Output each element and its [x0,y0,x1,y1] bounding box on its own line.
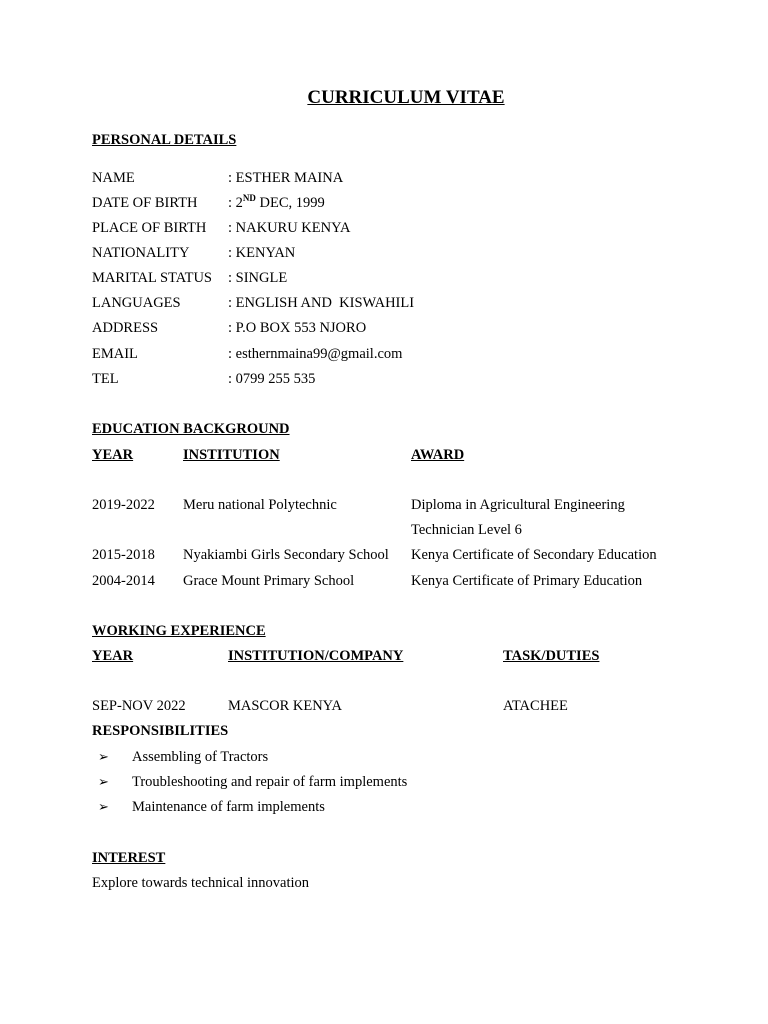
education-col-year: YEAR [92,447,134,463]
experience-col-institution: INSTITUTION/COMPANY [228,648,404,664]
education-row-year: 2015-2018 [92,547,155,563]
email-label: EMAIL [92,346,138,362]
experience-row-task: ATACHEE [503,698,568,714]
languages-value: : ENGLISH AND KISWAHILI [228,295,415,311]
arrow-bullet-icon: ➢ [98,774,109,789]
interest-heading: INTEREST [92,850,166,866]
experience-heading: WORKING EXPERIENCE [92,623,266,639]
education-col-institution: INSTITUTION [183,447,280,463]
place-of-birth-value: : NAKURU KENYA [228,220,351,236]
education-row-award: Diploma in Agricultural Engineering [411,497,625,513]
experience-col-task: TASK/DUTIES [503,648,600,664]
tel-label: TEL [92,371,119,387]
marital-status-value: : SINGLE [228,270,288,286]
education-row-award: Kenya Certificate of Primary Education [411,573,643,589]
responsibility-item: Assembling of Tractors [132,749,269,765]
dob-value: : 2ND DEC, 1999 [228,193,325,211]
tel-value: : 0799 255 535 [228,371,316,387]
education-row-institution: Meru national Polytechnic [183,497,337,513]
experience-row-year: SEP-NOV 2022 [92,698,186,714]
education-row-year: 2019-2022 [92,497,155,513]
place-of-birth-label: PLACE OF BIRTH [92,220,207,236]
experience-col-year: YEAR [92,648,134,664]
arrow-bullet-icon: ➢ [98,749,109,764]
arrow-bullet-icon: ➢ [98,799,109,814]
education-row-award-line2: Technician Level 6 [411,522,522,538]
nationality-label: NATIONALITY [92,245,190,261]
education-col-award: AWARD [411,447,465,463]
document-title: CURRICULUM VITAE [307,87,505,108]
address-label: ADDRESS [92,320,159,336]
email-value: : esthernmaina99@gmail.com [228,346,403,362]
interest-text: Explore towards technical innovation [92,875,310,891]
address-value: : P.O BOX 553 NJORO [228,320,367,336]
responsibility-item: Maintenance of farm implements [132,799,325,815]
dob-label: DATE OF BIRTH [92,195,198,211]
education-row-award: Kenya Certificate of Secondary Education [411,547,657,563]
marital-status-label: MARITAL STATUS [92,270,212,286]
name-value: : ESTHER MAINA [228,170,344,186]
education-row-year: 2004-2014 [92,573,155,589]
education-heading: EDUCATION BACKGROUND [92,421,290,437]
nationality-value: : KENYAN [228,245,296,261]
languages-label: LANGUAGES [92,295,181,311]
name-label: NAME [92,170,135,186]
personal-details-heading: PERSONAL DETAILS [92,132,237,148]
experience-row-institution: MASCOR KENYA [228,698,343,714]
education-row-institution: Grace Mount Primary School [183,573,355,589]
responsibility-item: Troubleshooting and repair of farm implements [132,774,408,790]
dob-ordinal: ND [242,193,256,203]
education-row-institution: Nyakiambi Girls Secondary School [183,547,389,563]
responsibilities-heading: RESPONSIBILITIES [92,723,229,739]
